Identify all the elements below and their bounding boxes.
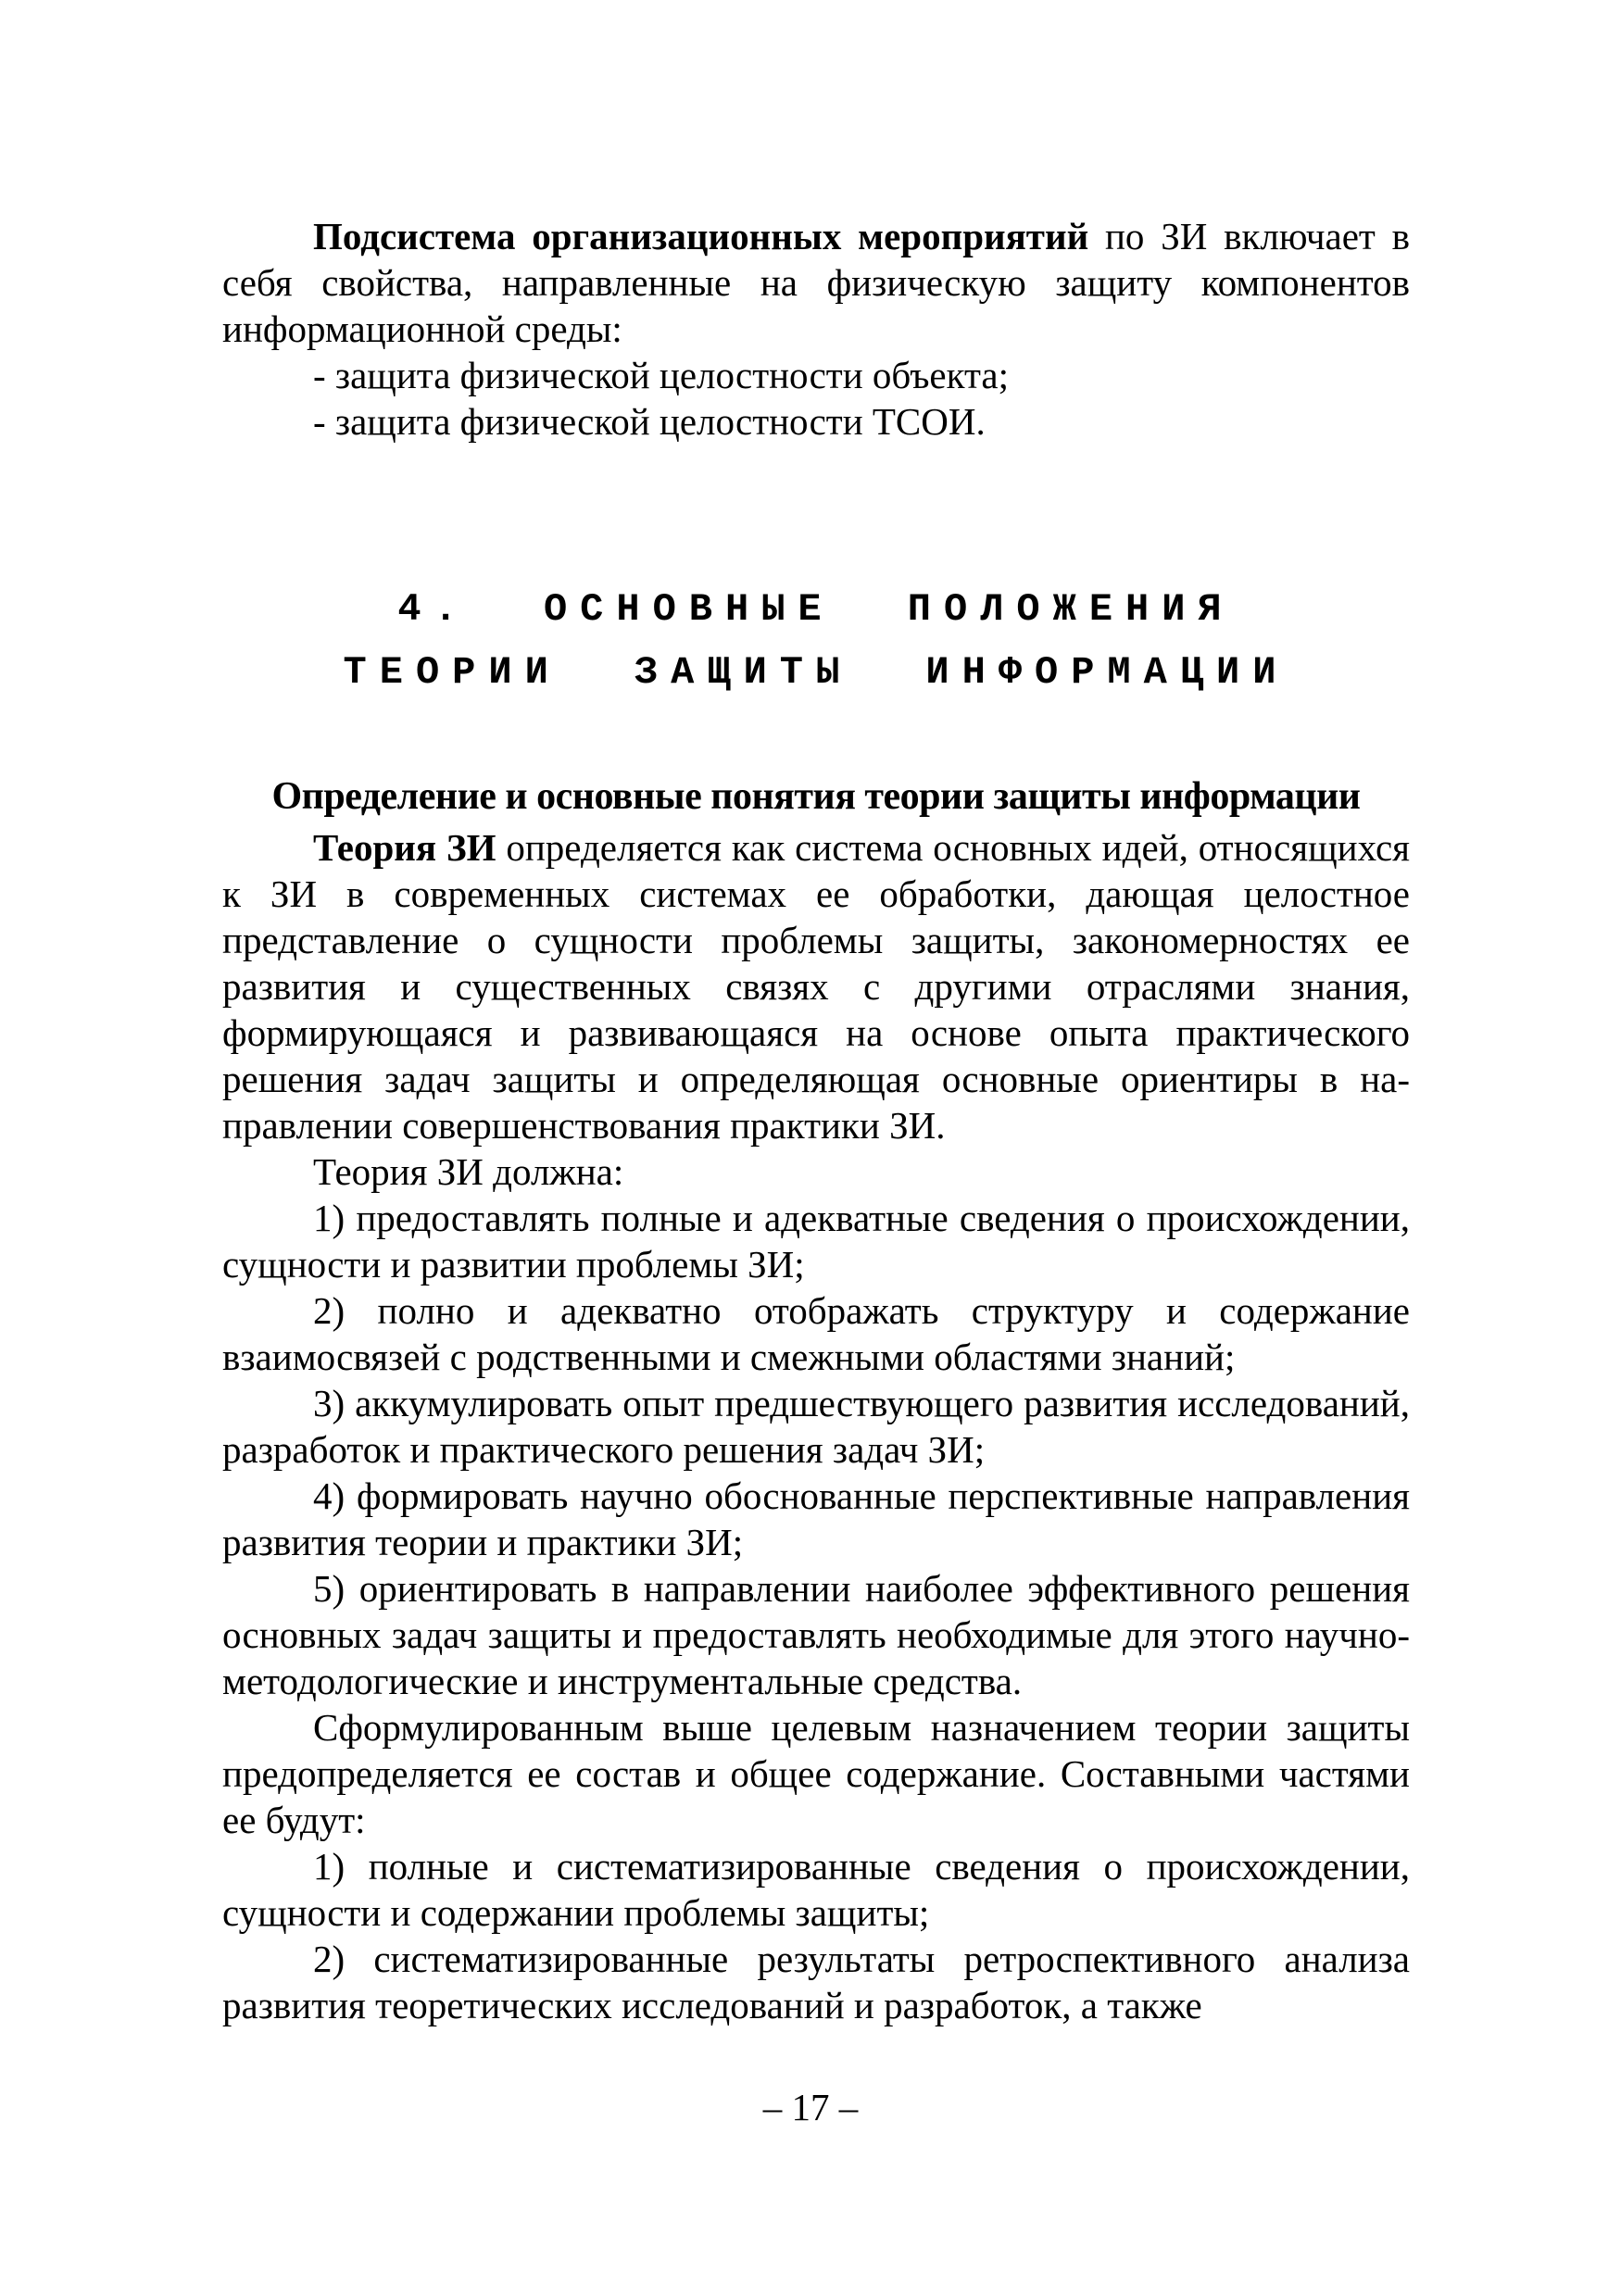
definition-bold-term: Теория ЗИ (313, 826, 496, 869)
intro-section (222, 213, 1410, 445)
main-text (222, 824, 1410, 2028)
numbered-item: 1) предоставлять полные и адекватные сведения о происхождении, сущности и развитии проблемы ЗИ; (222, 1197, 1410, 1286)
chapter-heading-line-2: ТЕОРИИ ЗАЩИТЫ ИНФОРМАЦИИ (343, 650, 1289, 695)
intro-text: по ЗИ включает в себя свойства, направленные на физическую защиту компонентов информационной среды: (222, 215, 1410, 350)
numbered-item: 5) ориентировать в направлении наиболее эффективного решения основных задач защиты и предоставлять необходимые для этого научно-методологические и инструментальные средства. (222, 1567, 1410, 1702)
intro-paragraph (222, 213, 1410, 352)
parts-intro: Сформулированным выше целевым назначением теории защиты предопределяется ее состав и общее содержание. Составными частями ее будут: (222, 1706, 1410, 1841)
numbered-item: 3) аккумулировать опыт предшествующего развития исследований, разработок и практического решения задач ЗИ; (222, 1382, 1410, 1471)
section-title: Определение и основные понятия теории защиты информации (271, 775, 1361, 818)
list-item: - защита физической целостности объекта; (313, 354, 1010, 396)
must-intro: Теория ЗИ должна: (313, 1150, 624, 1193)
page-number: – 17 – (762, 2086, 859, 2128)
numbered-item: 1) полные и систематизированные сведения о происхождении, сущности и содержании проблемы защиты; (222, 1845, 1410, 1934)
definition-paragraph (222, 824, 1410, 1148)
chapter-heading-line-1: 4. ОСНОВНЫЕ ПОЛОЖЕНИЯ (397, 587, 1235, 632)
intro-bold-term: Подсистема организационных мероприятий (313, 215, 1089, 257)
numbered-item: 2) полно и адекватно отображать структуру и содержание взаимосвязей с родственными и смежными областями знаний; (222, 1289, 1410, 1378)
definition-text: определяется как система основных идей, относящихся к ЗИ в современных системах ее обработки, дающая целостное представление о сущности проблемы защиты, закономерностях ее развития и существенных связях с другими отраслями знания, формирующаяся и развивающаяся на основе опыта практического решения задач защиты и определяющая основные ориентиры в направлении совершенствования практики ЗИ. (222, 826, 1410, 1147)
numbered-item: 4) формировать научно обоснованные перспективные направления развития теории и практики ЗИ; (222, 1474, 1410, 1563)
list-item: - защита физической целостности ТСОИ. (313, 400, 986, 443)
numbered-item: 2) систематизированные результаты ретроспективного анализа развития теоретических исследований и разработок, а также (222, 1938, 1410, 2026)
